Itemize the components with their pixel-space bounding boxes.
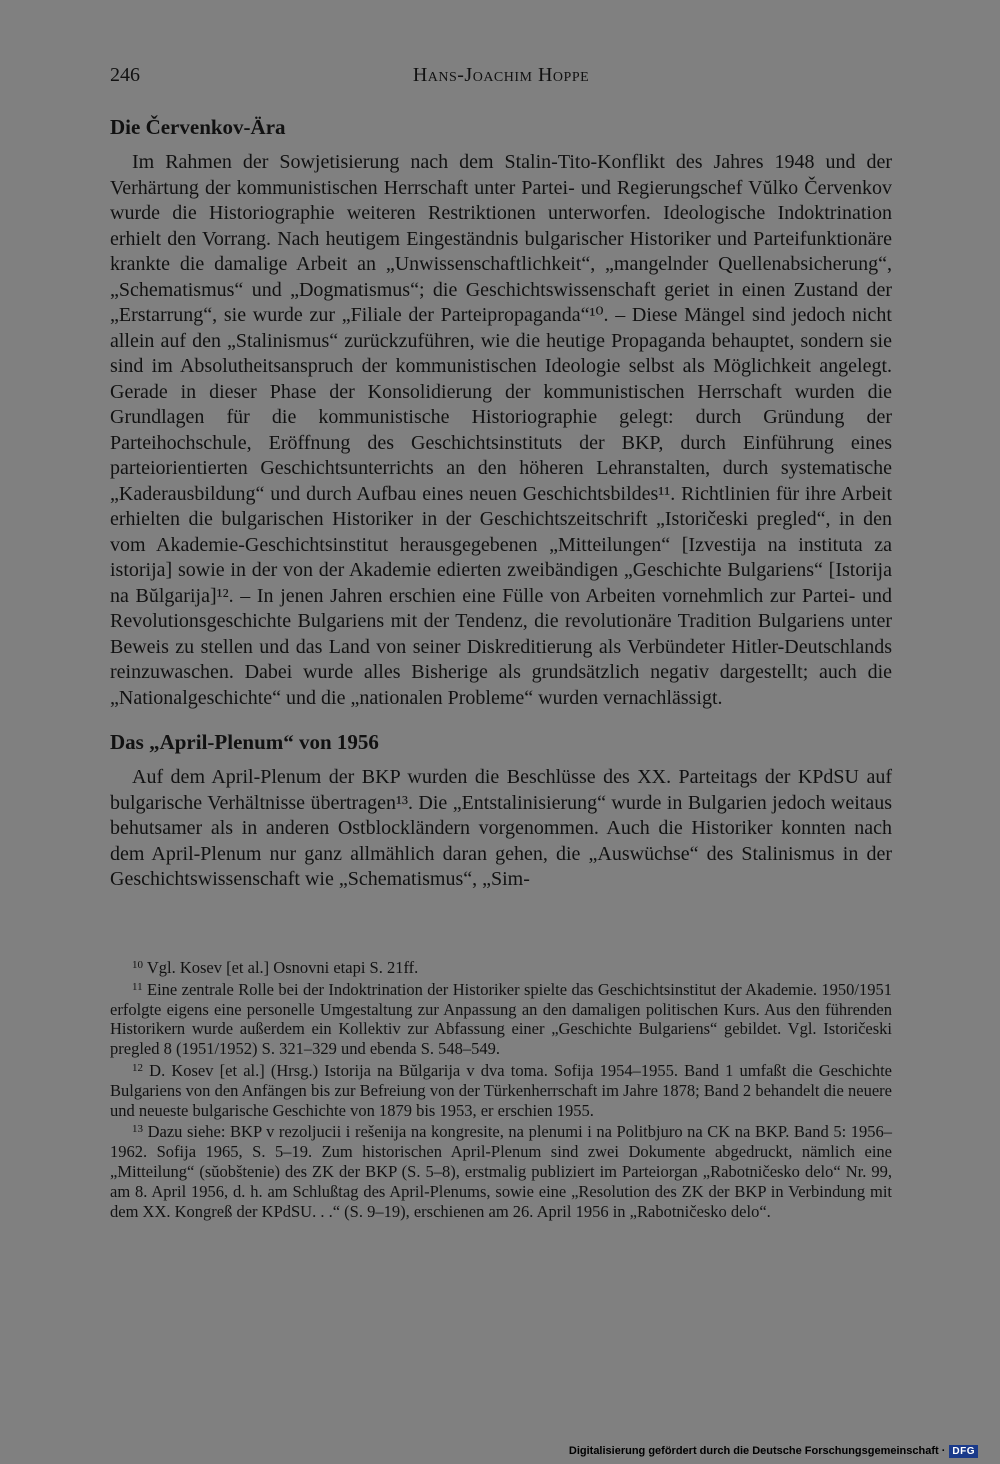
digitization-credit <box>569 1442 978 1460</box>
footnote <box>110 1120 892 1221</box>
footnote-number: 13 <box>132 1123 143 1136</box>
section-heading: Das „April-Plenum“ von 1956 <box>110 730 379 754</box>
credit-text: Digitalisierung gefördert durch die Deutsche Forschungsgemeinschaft · <box>568 1445 946 1457</box>
footnote-text: Vgl. Kosev [et al.] Osnovni etapi S. 21ff. <box>146 958 419 977</box>
footnote <box>110 978 892 1059</box>
footnote <box>110 956 892 978</box>
footnote-text: Dazu siehe: BKP v rezoljucii i rešenija na kongresite, na plenumi i na Politbjuro na CK na BKP. Band 5: 1956–1962. Sofija 1965, S. 5–19. Zum historischen April-Plenum sind zwei Dokumente abgedruckt, nämlich eine „Mitteilung“ (sŭobštenie) des ZK der BKP (S. 5–8), erstmalig publiziert im Parteiorgan „Rabotničesko delo“ Nr. 99, am 8. April 1956, d. h. am Schlußtag des April-Plenums, sowie eine „Resolution des ZK der BKP in Verbindung mit dem XX. Kongreß der KPdSU. . .“ (S. 9–19), erschienen am 26. April 1956 in „Rabotničesko delo“. <box>110 1122 892 1221</box>
dfg-logo: DFG <box>949 1445 978 1458</box>
footnote-number: 12 <box>132 1061 143 1074</box>
footnote-number: 10 <box>132 959 143 971</box>
main-text <box>110 114 892 893</box>
running-head: Hans-Joachim Hoppe <box>412 64 590 86</box>
footnote <box>110 1059 892 1120</box>
section-spacer <box>110 711 892 729</box>
footnote-number: 11 <box>132 980 143 993</box>
page-number: 246 <box>110 64 140 86</box>
page-header <box>110 64 892 94</box>
section-heading: Die Červenkov-Ära <box>110 115 286 139</box>
body-paragraph: Im Rahmen der Sowjetisierung nach dem Stalin-Tito-Konflikt des Jahres 1948 und der Verhärtung der kommunistischen Herrschaft unter Partei- und Regierungschef Vŭlko Červenkov wurde die Historiographie weiteren Restriktionen unterworfen. Ideologische Indoktrination erhielt den Vorrang. Nach heutigem Eingeständnis bulgarischer Historiker und Parteifunktionäre krankte die damalige Arbeit an „Unwissenschaftlichkeit“, „mangelnder Quellenabsicherung“, „Schematismus“ und „Dogmatismus“; die Geschichtswissenschaft geriet in einen Zustand der „Erstarrung“, sie wurde zur „Filiale der Parteipropaganda“¹⁰. – Diese Mängel sind jedoch nicht allein auf den „Stalinismus“ zurückzuführen, wie die heutige Propaganda behauptet, sondern sie sind im Absolutheitsanspruch der kommunistischen Ideologie selbst als Möglichkeit angelegt. Gerade in dieser Phase der Konsolidierung der kommunistischen Herrschaft wurden die Grundlagen für die kommunistische Historiographie gelegt: durch Gründung der Parteihochschule, Eröffnung des Geschichtsinstituts der BKP, durch Einführung eines parteiorientierten Geschichtsunterrichts an den höheren Lehranstalten, durch systematische „Kaderausbildung“ und durch Aufbau eines neuen Geschichtsbildes¹¹. Richtlinien für ihre Arbeit erhielten die bulgarischen Historiker in der Geschichtszeitschrift „Istoričeski pregled“, in den vom Akademie-Geschichtsinstitut herausgegebenen „Mitteilungen“ [Izvestija na instituta za istorija] sowie in der von der Akademie edierten zweibändigen „Geschichte Bulgariens“ [Istorija na Bŭlgarija]¹². – In jenen Jahren erschien eine Fülle von Arbeiten vornehmlich zur Partei- und Revolutionsgeschichte Bulgariens mit der Tendenz, die revolutionäre Tradition Bulgariens unter Beweis zu stellen und das Land von seiner Diskreditierung als Verbündeter Hitler-Deutschlands reinzuwaschen. Dabei wurde alles Bisherige als grundsätzlich negativ dargestellt; auch die „Nationalgeschichte“ und die „nationalen Probleme“ wurden vernachlässigt. <box>110 151 892 709</box>
footnotes <box>110 956 892 1221</box>
footnote-text: D. Kosev [et al.] (Hrsg.) Istorija na Bŭlgarija v dva toma. Sofija 1954–1955. Band 1 umfaßt die Geschichte Bulgariens von den Anfängen bis zur Befreiung von der Türkenherrschaft im Jahre 1878; Band 2 behandelt die neuere und neueste bulgarische Geschichte von 1879 bis 1953, er erschien 1955. <box>110 1060 892 1120</box>
footnote-text: Eine zentrale Rolle bei der Indoktrination der Historiker spielte das Geschichtsinstitut der Akademie. 1950/1951 erfolgte eigens eine personelle Umgestaltung zur Anpassung an den damaligen politischen Kurs. Aus den führenden Historikern wurde außerdem ein Kollektiv zur Abfassung einer „Geschichte Bulgariens“ gebildet. Vgl. Istoričeski pregled 8 (1951/1952) S. 321–329 und ebenda S. 548–549. <box>110 979 893 1059</box>
body-paragraph: Auf dem April-Plenum der BKP wurden die Beschlüsse des XX. Parteitags der KPdSU auf bulgarische Verhältnisse übertragen¹³. Die „Entstalinisierung“ wurde in Bulgarien jedoch weitaus behutsamer als in anderen Ostblockländern vorgenommen. Auch die Historiker konnten nach dem April-Plenum nur ganz allmählich daran gehen, die „Auswüchse“ des Stalinismus in der Geschichtswissenschaft wie „Schematismus“, „Sim- <box>110 766 892 890</box>
